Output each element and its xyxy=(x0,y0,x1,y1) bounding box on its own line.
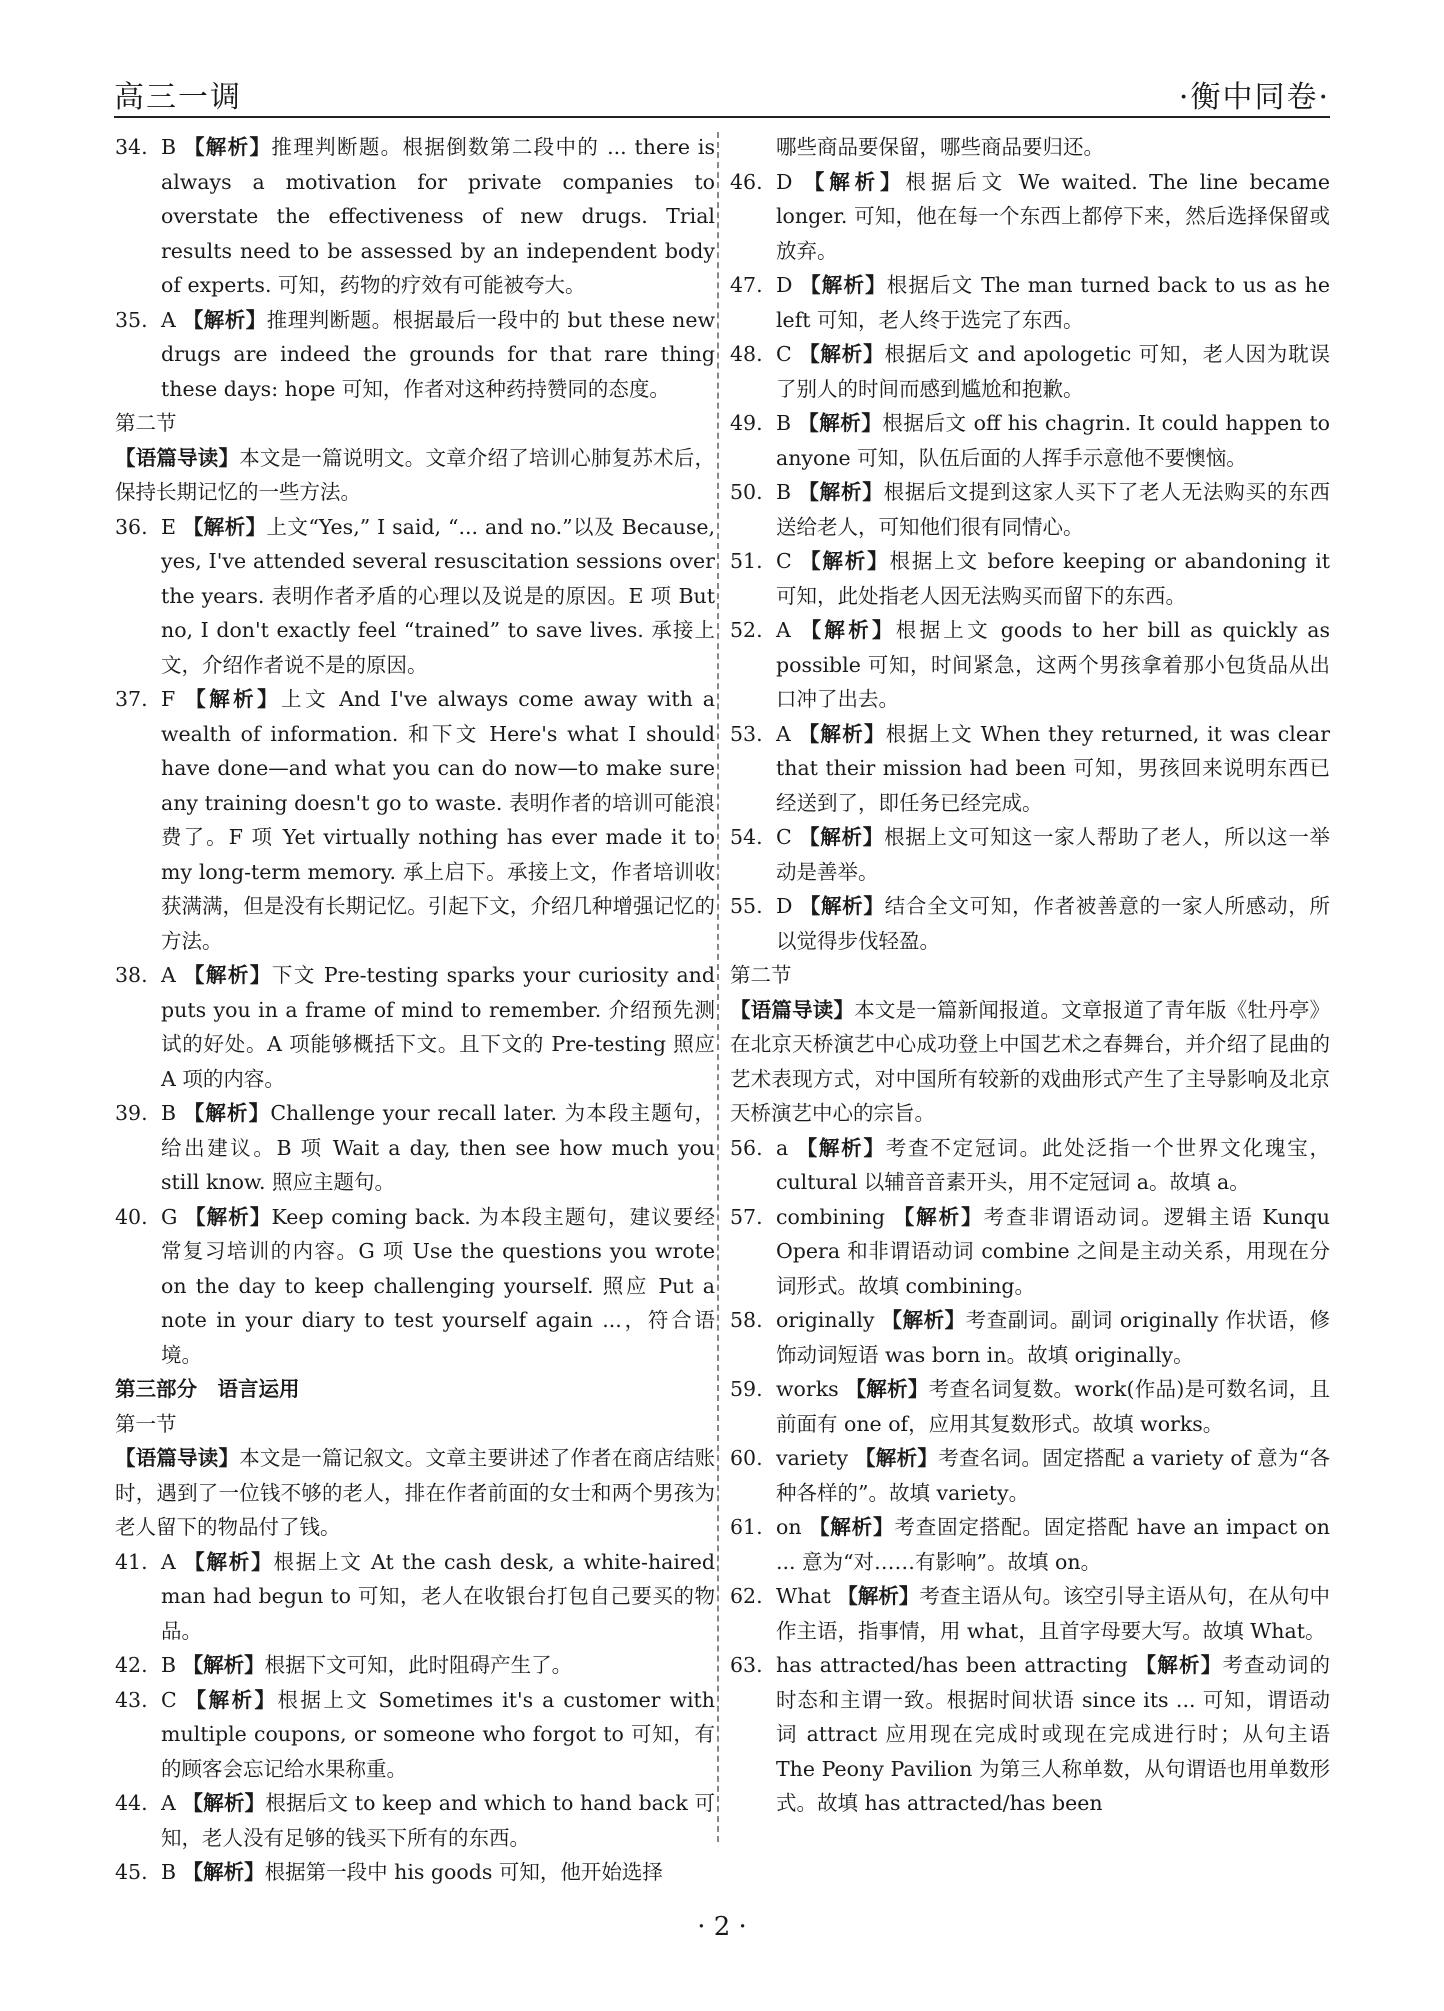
answer-item xyxy=(730,268,1330,337)
analysis-tag: 【解析】 xyxy=(800,549,890,573)
analysis-tag: 【解析】 xyxy=(184,1549,274,1574)
answer-item xyxy=(730,1200,1330,1304)
analysis-tag: 【解析】 xyxy=(798,721,886,746)
analysis-tag: 【解析】 xyxy=(808,1515,895,1539)
answer-item xyxy=(730,1441,1330,1510)
analysis-text: 根据后文 and apologetic 可知，老人因为耽误了别人的时间而感到尴尬和抱歉。 xyxy=(776,342,1330,401)
guide-tag: 【语篇导读】 xyxy=(115,445,240,470)
answer-item xyxy=(115,1200,715,1373)
header-series: ·衡中同卷· xyxy=(1178,80,1330,115)
answer-item xyxy=(730,1131,1330,1200)
answer-key: D xyxy=(776,169,793,194)
analysis-tag: 【解析】 xyxy=(854,1446,939,1470)
answer-item xyxy=(730,1303,1330,1372)
analysis-tag: 【解析】 xyxy=(185,1204,272,1229)
analysis-tag: 【解析】 xyxy=(182,1791,266,1815)
answer-key: has attracted/has been attracting xyxy=(776,1653,1128,1677)
item-number: 54. xyxy=(730,825,763,849)
item-number: 39. xyxy=(115,1101,148,1125)
item-number: 50. xyxy=(730,480,763,504)
item-number: 42. xyxy=(115,1653,148,1677)
answer-item xyxy=(115,1096,715,1200)
analysis-text: 根据下文可知，此时阻碍产生了。 xyxy=(264,1653,573,1677)
analysis-text: 考查名词。固定搭配 a variety of 意为“各种各样的”。故填 variety。 xyxy=(776,1446,1330,1505)
guide-text: 本文是一篇记叙文。文章主要讲述了作者在商店结账时，遇到了一位钱不够的老人，排在作者前面的女士和两个男孩为老人留下的物品付了钱。 xyxy=(115,1446,716,1539)
item-number: 51. xyxy=(730,549,763,573)
answer-item xyxy=(115,1683,715,1787)
answer-item xyxy=(730,475,1330,544)
item-number: 46. xyxy=(730,169,763,194)
analysis-tag: 【解析】 xyxy=(182,1653,265,1677)
analysis-text: 考查名词复数。work(作品)是可数名词，且前面有 one of，应用其复数形式。故填 works。 xyxy=(776,1377,1331,1436)
page-number: · 2 · xyxy=(697,1912,747,1942)
analysis-text: 考查动词的时态和主谓一致。根据时间状语 since its ... 可知，谓语动词 attract 应用现在完成时或现在完成进行时；从句主语 The Peony Pavilion 为第三人称单数，从句谓语也用单数形式。故填 has attracted/has been xyxy=(776,1653,1331,1815)
answer-item xyxy=(115,1786,715,1855)
answer-item xyxy=(730,1510,1330,1579)
section-heading: 第二节 xyxy=(115,411,177,435)
column-divider xyxy=(717,132,719,1842)
analysis-tag: 【解析】 xyxy=(183,135,272,159)
analysis-text: 根据后文提到这家人买下了老人无法购买的东西送给老人，可知他们很有同情心。 xyxy=(776,480,1330,539)
guide-tag: 【语篇导读】 xyxy=(730,997,855,1022)
answer-key: combining xyxy=(776,1204,886,1229)
answer-key: A xyxy=(161,1791,176,1815)
answer-key: What xyxy=(776,1584,831,1608)
section-heading: 第一节 xyxy=(115,1411,177,1436)
analysis-tag: 【解析】 xyxy=(881,1308,966,1332)
analysis-tag: 【解析】 xyxy=(1135,1653,1223,1677)
analysis-tag: 【解析】 xyxy=(182,514,267,539)
answer-item xyxy=(115,510,715,683)
item-number: 58. xyxy=(730,1308,763,1332)
analysis-text: 考查不定冠词。此处泛指一个世界文化瑰宝，cultural 以辅音音素开头，用不定冠词 a。故填 a。 xyxy=(776,1135,1331,1194)
analysis-text: 上文“Yes,” I said, “... and no.”以及 Because, yes, I've attended several resuscitation sessions over the years. 表明作者矛盾的心理以及说是的原因。E 项 But no, I don't exactly feel “trained” to save lives. 承接上文，介绍作者说不是的原因。 xyxy=(161,514,715,677)
answer-item xyxy=(730,820,1330,889)
analysis-text: 推理判断题。根据倒数第二段中的 ... there is always a motivation for private companies to overstate the effectiveness of new drugs. Trial results need to be assessed by an independent body of experts. 可知，药物的疗效有可能被夸大。 xyxy=(161,135,715,297)
guide-text: 本文是一篇新闻报道。文章报道了青年版《牡丹亭》在北京天桥演艺中心成功登上中国艺术之春舞台，并介绍了昆曲的艺术表现方式，对中国所有较新的戏曲形式产生了主导影响及北京天桥演艺中心的宗旨。 xyxy=(730,997,1331,1125)
item-number: 59. xyxy=(730,1377,763,1401)
analysis-text: Keep coming back. 为本段主题句，建议要经常复习培训的内容。G 项 Use the questions you wrote on the day to keep challenging yourself. 照应 Put a note in your diary to test yourself again ...，符合语境。 xyxy=(161,1204,715,1367)
answer-key: originally xyxy=(776,1308,875,1332)
analysis-text: 根据上文 before keeping or abandoning it 可知，此处指老人因无法购买而留下的东西。 xyxy=(776,549,1330,608)
analysis-tag: 【解析】 xyxy=(800,618,896,642)
passage-guide xyxy=(115,1441,715,1545)
item-number: 55. xyxy=(730,894,763,918)
item-number: 56. xyxy=(730,1135,763,1160)
continued-text: 哪些商品要保留，哪些商品要归还。 xyxy=(776,135,1104,159)
item-number: 38. xyxy=(115,963,148,987)
item-number: 36. xyxy=(115,514,148,539)
item-number: 49. xyxy=(730,411,763,435)
answer-key: B xyxy=(161,135,177,159)
item-number: 61. xyxy=(730,1515,763,1539)
answer-key: C xyxy=(776,825,792,849)
item-number: 60. xyxy=(730,1446,763,1470)
analysis-text: 根据后文 off his chagrin. It could happen to anyone 可知，队伍后面的人挥手示意他不要懊恼。 xyxy=(776,411,1330,470)
analysis-tag: 【解析】 xyxy=(183,963,272,987)
answer-item xyxy=(115,958,715,1096)
analysis-text: 根据上文 At the cash desk, a white-haired man had begun to 可知，老人在收银台打包自己要买的物品。 xyxy=(161,1549,715,1643)
answer-item xyxy=(730,889,1330,958)
analysis-tag: 【解析】 xyxy=(182,307,267,332)
header-title: 高三一调 xyxy=(114,80,242,115)
right-column xyxy=(730,130,1330,1821)
answer-item xyxy=(115,1855,715,1890)
page-header xyxy=(114,72,1330,118)
item-number: 52. xyxy=(730,618,763,642)
analysis-tag: 【解析】 xyxy=(185,687,282,711)
analysis-text: 考查副词。副词 originally 作状语，修饰动词短语 was born in。故填 originally。 xyxy=(776,1308,1331,1367)
analysis-tag: 【解析】 xyxy=(893,1204,984,1229)
answer-key: A xyxy=(161,1549,176,1574)
answer-key: A xyxy=(776,721,791,746)
analysis-tag: 【解析】 xyxy=(799,894,885,918)
answer-key: F xyxy=(161,687,176,711)
answer-item xyxy=(115,682,715,958)
analysis-tag: 【解析】 xyxy=(799,342,885,366)
analysis-tag: 【解析】 xyxy=(185,1687,278,1712)
analysis-text: 考查非谓语动词。逻辑主语 Kunqu Opera 和非谓语动词 combine 之间是主动关系，用现在分词形式。故填 combining。 xyxy=(776,1204,1330,1298)
answer-key: variety xyxy=(776,1446,849,1470)
item-number: 57. xyxy=(730,1204,763,1229)
answer-item xyxy=(730,337,1330,406)
answer-item xyxy=(115,1648,715,1683)
item-number: 35. xyxy=(115,307,148,332)
header-rule xyxy=(114,116,1330,118)
analysis-text: 根据后文 to keep and which to hand back 可知，老人没有足够的钱买下所有的东西。 xyxy=(161,1791,715,1850)
analysis-text: 考查主语从句。该空引导主语从句，在从句中作主语，指事情，用 what，且首字母要大写。故填 What。 xyxy=(776,1584,1331,1643)
passage-guide xyxy=(730,993,1330,1131)
answer-item xyxy=(730,1579,1330,1648)
answer-item xyxy=(115,130,715,303)
analysis-tag: 【解析】 xyxy=(845,1377,929,1401)
passage-guide xyxy=(115,441,715,510)
item-number: 45. xyxy=(115,1860,148,1884)
answer-item xyxy=(730,613,1330,717)
part-title: 第三部分 语言运用 xyxy=(115,1377,300,1401)
analysis-tag: 【解析】 xyxy=(803,169,906,194)
answer-key: D xyxy=(776,273,793,297)
analysis-text: 根据后文 We waited. The line became longer. 可知，他在每一个东西上都停下来，然后选择保留或放弃。 xyxy=(776,169,1330,263)
analysis-text: 上文 And I've always come away with a wealth of information. 和下文 Here's what I should have done—and what you can do now—to make sure any training doesn't go to waste. 表明作者的培训可能浪费了。F 项 Yet virtually nothing has ever made it to my long-term memory. 承上启下。承接上文，作者培训收获满满，但是没有长期记忆。引起下文，介绍几种增强记忆的方法。 xyxy=(161,687,715,953)
analysis-tag: 【解析】 xyxy=(182,1860,265,1884)
analysis-tag: 【解析】 xyxy=(798,411,883,435)
answer-key: A xyxy=(776,618,791,642)
answer-key: C xyxy=(776,549,792,573)
item-number: 34. xyxy=(115,135,148,159)
analysis-tag: 【解析】 xyxy=(800,273,887,297)
item-number: 44. xyxy=(115,1791,148,1815)
answer-key: B xyxy=(776,480,792,504)
analysis-tag: 【解析】 xyxy=(183,1101,271,1125)
answer-key: B xyxy=(161,1101,177,1125)
analysis-tag: 【解析】 xyxy=(837,1584,920,1608)
analysis-text: 下文 Pre-testing sparks your curiosity and puts you in a frame of mind to remember. 介绍预先测试的好处。A 项能够概括下文。且下文的 Pre-testing 照应 A 项的内容。 xyxy=(161,963,715,1091)
left-column xyxy=(115,130,715,1890)
answer-key: on xyxy=(776,1515,802,1539)
answer-item xyxy=(730,165,1330,269)
item-number: 41. xyxy=(115,1549,148,1574)
answer-item xyxy=(730,717,1330,821)
answer-key: B xyxy=(161,1653,177,1677)
item-number: 48. xyxy=(730,342,763,366)
analysis-tag: 【解析】 xyxy=(798,480,884,504)
answer-key: B xyxy=(776,411,792,435)
item-number: 43. xyxy=(115,1687,148,1712)
analysis-text: Challenge your recall later. 为本段主题句，给出建议。B 项 Wait a day, then see how much you still know. 照应主题句。 xyxy=(161,1101,716,1194)
answer-key: D xyxy=(776,894,793,918)
answer-key: works xyxy=(776,1377,839,1401)
item-number: 53. xyxy=(730,721,763,746)
item-number: 63. xyxy=(730,1653,763,1677)
analysis-text: 根据后文 The man turned back to us as he left 可知，老人终于选完了东西。 xyxy=(776,273,1330,332)
answer-key: G xyxy=(161,1204,178,1229)
answer-item xyxy=(115,303,715,407)
answer-key: a xyxy=(776,1135,789,1160)
answer-key: B xyxy=(161,1860,177,1884)
answer-item xyxy=(730,406,1330,475)
analysis-text: 推理判断题。根据最后一段中的 but these new drugs are indeed the grounds for that rare thing these days: hope 可知，作者对这种药持赞同的态度。 xyxy=(161,307,716,401)
answer-item xyxy=(730,1648,1330,1821)
analysis-tag: 【解析】 xyxy=(798,825,885,849)
answer-key: A xyxy=(161,963,176,987)
item-number: 40. xyxy=(115,1204,148,1229)
answer-item xyxy=(730,544,1330,613)
analysis-text: 结合全文可知，作者被善意的一家人所感动，所以觉得步伐轻盈。 xyxy=(776,894,1330,953)
analysis-text: 根据上文可知这一家人帮助了老人，所以这一举动是善举。 xyxy=(776,825,1331,884)
answer-item xyxy=(115,1545,715,1649)
analysis-text: 根据上文 goods to her bill as quickly as possible 可知，时间紧急，这两个男孩拿着那小包货品从出口冲了出去。 xyxy=(776,618,1330,711)
analysis-text: 考查固定搭配。固定搭配 have an impact on ... 意为“对……有影响”。故填 on。 xyxy=(776,1515,1330,1574)
answer-key: E xyxy=(161,514,176,539)
item-number: 47. xyxy=(730,273,763,297)
answer-key: C xyxy=(776,342,792,366)
item-number: 37. xyxy=(115,687,148,711)
answer-key: C xyxy=(161,1687,177,1712)
guide-tag: 【语篇导读】 xyxy=(115,1446,240,1470)
item-number: 62. xyxy=(730,1584,763,1608)
guide-text: 本文是一篇说明文。文章介绍了培训心肺复苏术后，保持长期记忆的一些方法。 xyxy=(115,445,716,504)
analysis-text: 根据上文 Sometimes it's a customer with multiple coupons, or someone who forgot to 可知，有的顾客会忘记给水果称重。 xyxy=(161,1687,715,1781)
section-heading: 第二节 xyxy=(730,963,792,987)
answer-item xyxy=(730,1372,1330,1441)
analysis-text: 根据上文 When they returned, it was clear that their mission had been 可知，男孩回来说明东西已经送到了，即任务已经完成。 xyxy=(776,721,1330,815)
analysis-text: 根据第一段中 his goods 可知，他开始选择 xyxy=(264,1860,663,1884)
analysis-tag: 【解析】 xyxy=(796,1135,886,1160)
answer-key: A xyxy=(161,307,176,332)
